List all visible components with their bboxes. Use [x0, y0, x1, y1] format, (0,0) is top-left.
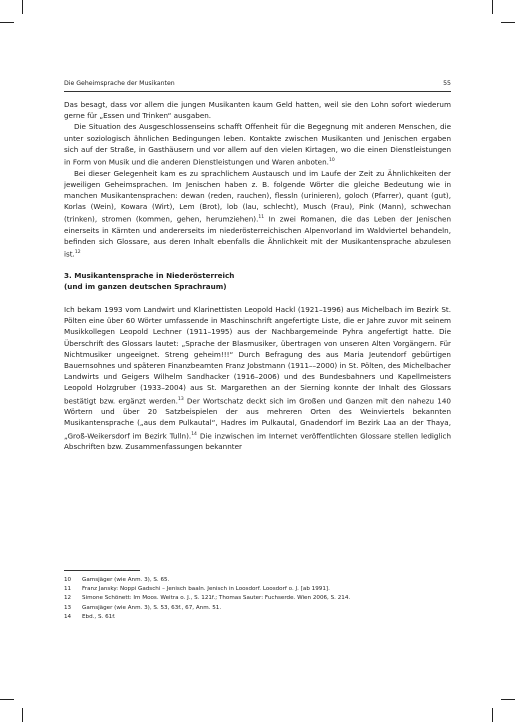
header-rule — [64, 91, 451, 92]
crop-mark — [22, 708, 23, 722]
crop-mark — [492, 0, 493, 14]
footnote-number: 11 — [64, 586, 72, 593]
footnotes — [64, 576, 451, 622]
footnote-ref: 14 — [191, 431, 197, 437]
section-title-line: (und im ganzen deutschen Sprachraum) — [64, 282, 227, 292]
paragraph-text: In zwei Romanen, die das Leben der Jenischen einerseits in Kärnten und andererseits im niederösterreichischen Alpenvorland im Waldviertel behandeln, befinden sich Glossare, aus deren Inhalt ebenfalls die Ähnlichkeit mit der Musikantensprache abzulesen ist. — [64, 214, 452, 259]
footnote-text: Gamsjäger (wie Anm. 3), S. 53, 63f., 67, Anm. 51. — [82, 604, 222, 611]
paragraph-text: Bei dieser Gelegenheit kam es zu sprachlichem Austausch und im Laufe der Zeit zu Ähnlichkeiten der jeweiligen Geheimsprachen. Im Jenischen haben z. B. folgende Wörter die gleiche Bedeutung wie in manchen Musikantensprachen: dewan (reden, rauchen), flessln (urinieren), goloch (Pfarrer), quant (gut), Korlas (Wein), Kowara (Wirt), Lem (Brot), lob (lau, schlecht), Musch (Frau), Pink (Mann), schwechan (trinken), stromen (kommen, gehen, herumziehen). — [64, 168, 451, 224]
crop-mark — [0, 22, 14, 23]
footnote-ref: 12 — [74, 250, 81, 256]
paragraph-text: Der Wortschatz deckt sich im Großen und Ganzen mit den nahezu 140 Wörtern und über 20 Satzbeispielen der aus mehreren Orten des Weinviertels bekannten Musikantensprache („aus dem Pulkautal“, Hadres im Pulkautal, Gnadendorf im Bezirk Laa an der Thaya, „Groß-Weikersdorf im Bezirk Tulln). — [64, 396, 452, 441]
paragraph — [64, 121, 451, 167]
footnote-number: 13 — [64, 604, 72, 611]
main-text — [64, 99, 451, 452]
footnote-number: 14 — [64, 613, 72, 620]
paragraph — [64, 304, 451, 452]
footnote — [64, 604, 451, 613]
footnote — [64, 594, 451, 603]
footnote-rule — [64, 570, 140, 571]
paragraph-text: Die Situation des Ausgeschlossenseins schafft Offenheit für die Begegnung mit anderen Menschen, die unter soziologisch ähnlichen Bedingungen leben. Kontakte zwischen Musikanten und Jenischen ergaben sich auf der Straße, in Gasthäusern und vor allem auf den vielen Kirtagen, wo die einen Dienstleistungen in Form von Musik und die anderen Dienstleistungen und Waren anboten. — [64, 122, 451, 167]
paragraph-text: Ich bekam 1993 vom Landwirt und Klarinettisten Leopold Hackl (1921–1996) aus Michelbach im Bezirk St. Pölten eine über 60 Wörter umfassende in Maschinschrift angefertigte Liste, die er Jahre zuvor mit seinem Musikkollegen Leopold Lechner (1911–1995) aus der Nachbargemeinde Pyhra angefertigt hatte. Die Überschrift des Glossars lautet: „Sprache der Blasmusiker, übertragen von unseren Alten Vorgängern. Für Nichtmusiker ungeeignet. Streng geheim!!!“ Durch Befragung des aus Maria Jeutendorf gebürtigen Bauernsohnes und späteren Finanzbeamten Franz Jobstmann (1911––2000) in St. Pölten, des Michelbacher Landwirts und Geigers Wilhelm Sandhacker (1916–2006) und des Bundesbahners und Kapellmeisters Leopold Holzgruber (1933–2004) aus St. Margarethen an der Sierning konnte der Inhalt des Glossars bestätigt bzw. ergänzt werden. — [64, 305, 451, 406]
crop-mark — [492, 708, 493, 722]
section-title-line: 3. Musikantensprache in Niederösterreich — [64, 271, 235, 281]
footnote-ref: 10 — [328, 158, 335, 164]
section-title — [64, 270, 451, 292]
crop-mark — [0, 699, 14, 700]
crop-mark — [22, 0, 23, 14]
paragraph-text: Das besagt, dass vor allem die jungen Musikanten kaum Geld hatten, weil sie den Lohn sofort wiederum gerne für „Essen und Trinken“ ausgaben. — [64, 100, 451, 121]
running-head: Die Geheimsprache der Musikanten — [64, 80, 175, 87]
footnote-text: Franz Jansky: Noppi Gadschi – Jenisch baaln. Jenisch in Loosdorf. Loosdorf o. J. [ab 1991]. — [82, 586, 330, 593]
footnote — [64, 585, 451, 594]
crop-mark — [501, 22, 515, 23]
footnote-text: Simone Schönett: Im Moos. Weitra o. J., S. 121f.; Thomas Sauter: Fuchserde. Wien 2006, S. 214. — [82, 595, 351, 602]
page-number: 55 — [443, 80, 451, 87]
footnote-ref: 11 — [258, 215, 265, 221]
paragraph — [64, 168, 451, 260]
footnote — [64, 576, 451, 585]
paragraph-text: Die inzwischen im Internet veröffentlichten Glossare stellen lediglich Abschriften bzw. Zusammenfassungen bekannter — [64, 431, 451, 452]
crop-mark — [501, 699, 515, 700]
paragraph — [64, 99, 451, 121]
footnote-number: 12 — [64, 595, 72, 602]
footnote-text: Gamsjäger (wie Anm. 3), S. 65. — [82, 577, 170, 583]
footnote-ref: 13 — [177, 396, 184, 402]
footnote-text: Ebd., S. 61f. — [82, 613, 116, 620]
footnote-number: 10 — [64, 577, 72, 583]
footnote — [64, 613, 451, 622]
